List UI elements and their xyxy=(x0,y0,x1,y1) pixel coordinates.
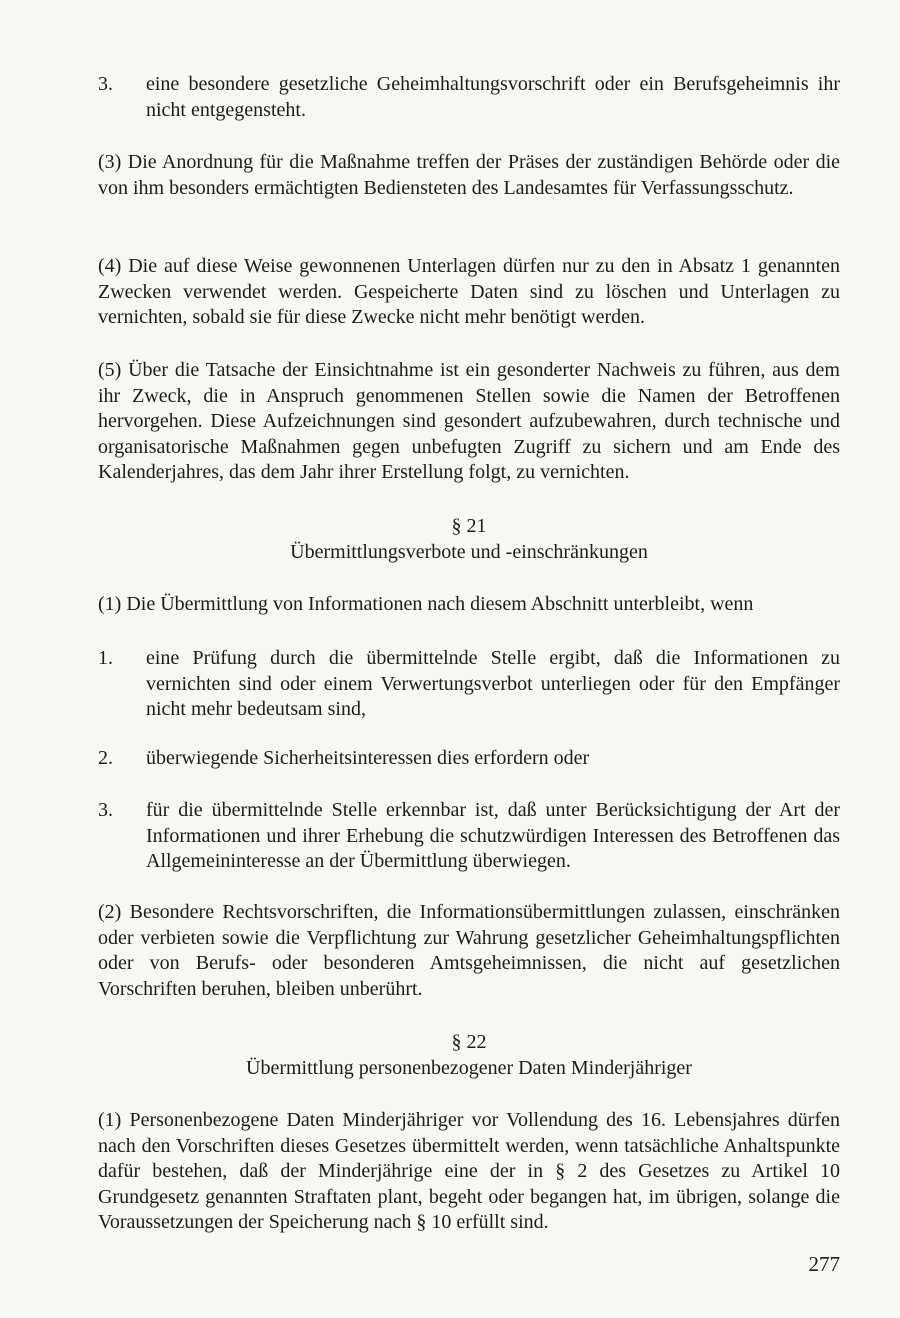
section-21-list-item-3 xyxy=(98,798,840,875)
list-item-text: überwiegende Sicherheitsinteressen dies erfordern oder xyxy=(146,747,590,769)
section-21-paragraph-2: (2) Besondere Rechtsvorschriften, die Informationsübermittlungen zulassen, einschränken oder verbieten sowie die Verpflichtung zur Wahrung gesetzlicher Geheimhaltungspflichten oder von Berufs- oder besonderen Amtsgeheimnissen, die nicht auf gesetzlichen Vorschriften beruhen, bleiben unberührt. xyxy=(98,901,840,1000)
section-22-number: § 22 xyxy=(451,1031,487,1053)
list-item-number: 1. xyxy=(98,647,113,669)
list-item-number: 2. xyxy=(98,747,113,769)
page-number: 277 xyxy=(808,1252,840,1276)
list-item-text: für die übermittelnde Stelle erkennbar ist, daß unter Berücksichtigung der Art der Informationen und ihrer Erhebung die schutzwürdigen Interessen des Betroffenen das Allgemeininteresse an der Übermittlung überwiegen. xyxy=(146,799,840,872)
list-item-text: eine besondere gesetzliche Geheimhaltungsvorschrift oder ein Berufsgeheimnis ihr nicht entgegensteht. xyxy=(146,73,840,121)
section-21-number: § 21 xyxy=(451,515,487,537)
paragraph-5-inspection-record: (5) Über die Tatsache der Einsichtnahme ist ein gesonderter Nachweis zu führen, aus dem ihr Zweck, die in Anspruch genommenen Stellen sowie die Namen der Betroffenen hervorgehen. Diese Aufzeichnungen sind gesondert aufzubewahren, durch technische und organisatorische Maßnahmen gegen unbefugten Zugriff zu sichern und am Ende des Kalenderjahres, das dem Jahr ihrer Erstellung folgt, zu vernichten. xyxy=(98,359,840,483)
section-21-list-item-2 xyxy=(98,746,840,772)
section-22-title: Übermittlung personenbezogener Daten Minderjähriger xyxy=(246,1057,692,1079)
section-21-paragraph-1: (1) Die Übermittlung von Informationen nach diesem Abschnitt unterbleibt, wenn xyxy=(98,593,754,615)
list-item-3-confidentiality xyxy=(98,72,840,123)
paragraph-3-order: (3) Die Anordnung für die Maßnahme treffen der Präses der zuständigen Behörde oder die von ihm besonders ermächtigten Bediensteten des Landesamtes für Verfassungsschutz. xyxy=(98,151,840,199)
list-item-number: 3. xyxy=(98,799,113,821)
paragraph-4-documents: (4) Die auf diese Weise gewonnenen Unterlagen dürfen nur zu den in Absatz 1 genannten Zwecken verwendet werden. Gespeicherte Daten sind zu löschen und Unterlagen zu vernichten, sobald sie für diese Zwecke nicht mehr benötigt werden. xyxy=(98,255,840,328)
list-item-text: eine Prüfung durch die übermittelnde Stelle ergibt, daß die Informationen zu vernichten sind oder einem Verwertungsverbot unterliegen oder für den Empfänger nicht mehr bedeutsam sind, xyxy=(146,647,840,720)
section-21-title: Übermittlungsverbote und -einschränkungen xyxy=(290,541,648,563)
section-21-list-item-1 xyxy=(98,646,840,723)
section-22-paragraph-1: (1) Personenbezogene Daten Minderjähriger vor Vollendung des 16. Lebensjahres dürfen nach den Vorschriften dieses Gesetzes übermittelt werden, wenn tatsächliche Anhaltspunkte dafür bestehen, daß der Minderjährige eine der in § 2 des Gesetzes zu Artikel 10 Grundgesetz genannten Straftaten plant, begeht oder begangen hat, im übrigen, solange die Voraussetzungen der Speicherung nach § 10 erfüllt sind. xyxy=(98,1109,840,1233)
list-item-number: 3. xyxy=(98,73,113,95)
